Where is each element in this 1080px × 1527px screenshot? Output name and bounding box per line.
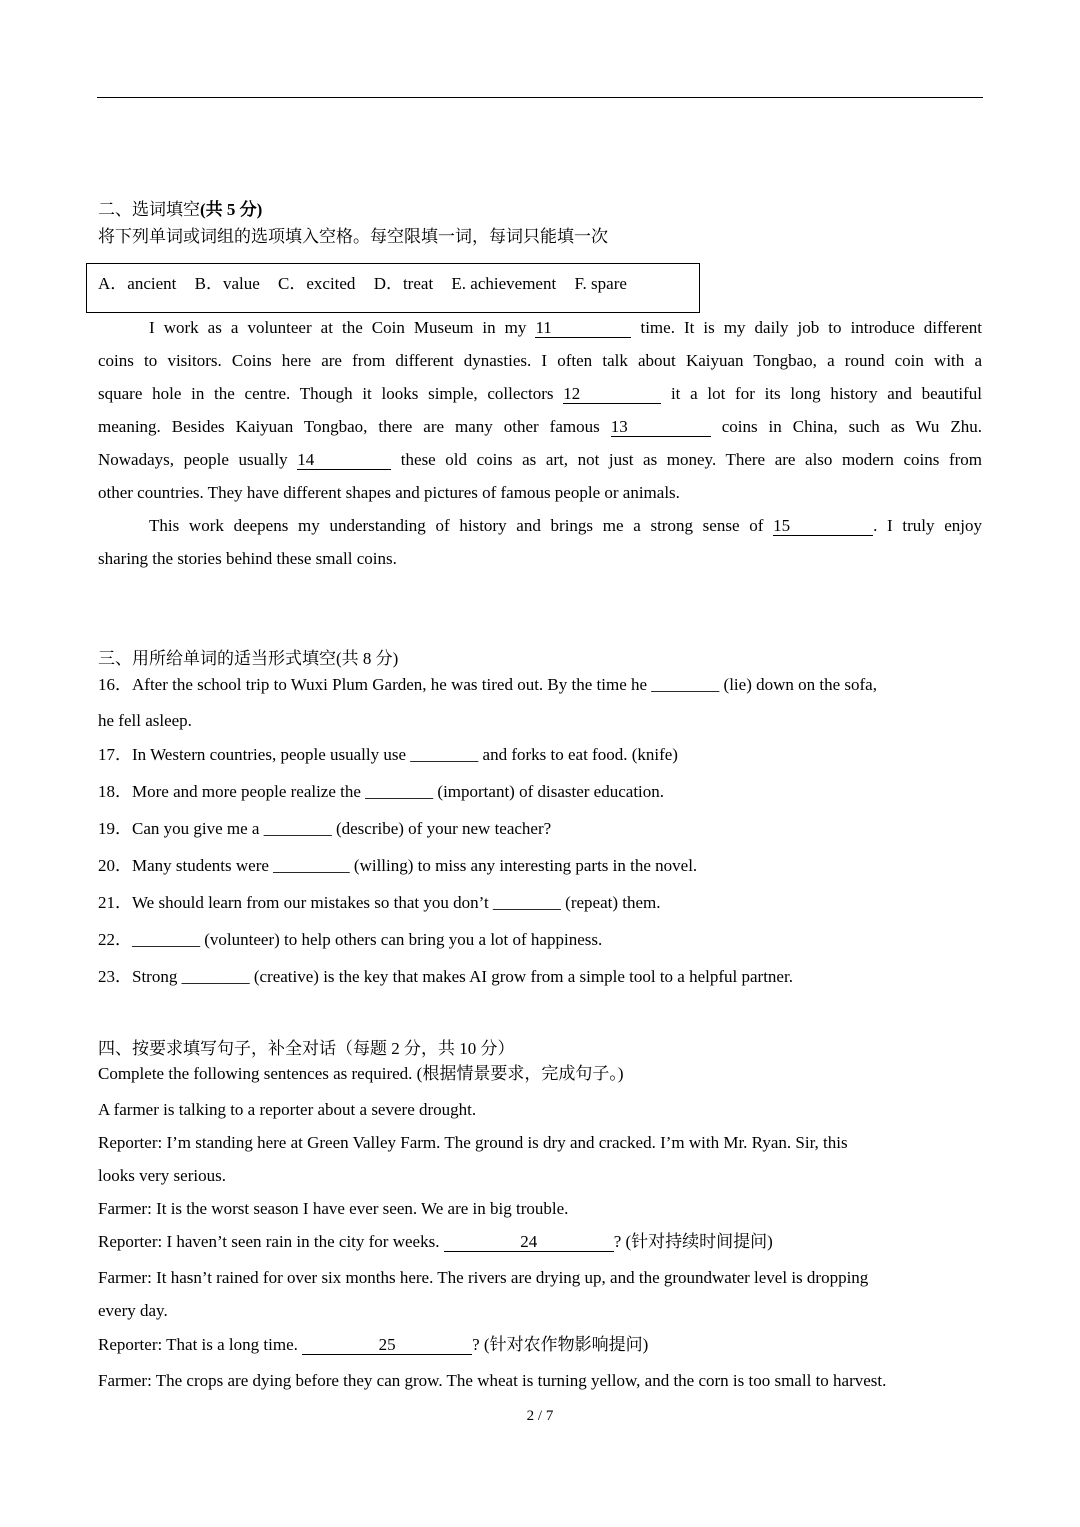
passage-line-8: sharing the stories behind these small coins.: [98, 549, 397, 568]
blank-14[interactable]: 14: [297, 451, 391, 470]
page-number: 2 / 7: [526, 1408, 554, 1424]
dialogue-line-reporter-2: Reporter: I haven’t seen rain in the city for weeks. 24 ? (针对持续时间提问): [98, 1232, 773, 1251]
dialogue-line-farmer-2-cont: every day.: [98, 1301, 168, 1320]
option-c: C．excited: [278, 274, 356, 293]
blank-24[interactable]: 24: [444, 1233, 614, 1252]
blank-13[interactable]: 13: [611, 418, 711, 437]
section2-title: [98, 199, 982, 221]
passage-line-3: square hole in the centre. Though it looks simple, collectors 12 it a lot for its long history and beautiful: [98, 384, 982, 403]
question-16: 16．After the school trip to Wuxi Plum Garden, he was tired out. By the time he ________ (lie) down on the sofa,: [98, 675, 877, 694]
section2-instruction: 将下列单词或词组的选项填入空格。每空限填一词，每词只能填一次: [98, 227, 608, 246]
question-22: 22．________ (volunteer) to help others can bring you a lot of happiness.: [98, 930, 603, 949]
dialogue-line-farmer-3: Farmer: The crops are dying before they can grow. The wheat is turning yellow, and the corn is too small to harvest.: [98, 1371, 887, 1390]
section4-instruction: Complete the following sentences as required. (根据情景要求，完成句子。): [98, 1064, 624, 1083]
section2-title-score: (共 5 分): [200, 200, 263, 219]
blank-12[interactable]: 12: [563, 385, 661, 404]
section2-title-prefix: 二、选词填空: [98, 200, 200, 219]
dialogue-intro: A farmer is talking to a reporter about a severe drought.: [98, 1100, 477, 1119]
question-23: 23．Strong ________ (creative) is the key that makes AI grow from a simple tool to a helpful partner.: [98, 967, 793, 986]
passage-line-1: I work as a volunteer at the Coin Museum in my 11 time. It is my daily job to introduce different: [149, 318, 983, 337]
option-f: F. spare: [574, 274, 627, 293]
passage-line-6: other countries. They have different shapes and pictures of famous people or animals.: [98, 483, 680, 502]
option-d: D．treat: [373, 274, 434, 293]
question-17: 17．In Western countries, people usually use ________ and forks to eat food. (knife): [98, 745, 678, 764]
dialogue-line-reporter-3: Reporter: That is a long time. 25 ? (针对农作物影响提问): [98, 1335, 649, 1354]
blank-15[interactable]: 15: [773, 517, 873, 536]
option-a: A．ancient: [98, 274, 177, 293]
dialogue-line-farmer-2: Farmer: It hasn’t rained for over six months here. The rivers are drying up, and the groundwater level is dropping: [98, 1268, 869, 1287]
question-19: 19．Can you give me a ________ (describe) of your new teacher?: [98, 819, 552, 838]
section4-title: 四、按要求填写句子，补全对话（每题 2 分，共 10 分）: [98, 1039, 515, 1058]
question-21: 21．We should learn from our mistakes so that you don’t ________ (repeat) them.: [98, 893, 661, 912]
option-b: B．value: [194, 274, 260, 293]
question-18: 18．More and more people realize the ________ (important) of disaster education.: [98, 782, 665, 801]
word-options: [98, 273, 641, 295]
dialogue-line-reporter-1-cont: looks very serious.: [98, 1166, 226, 1185]
passage-line-5: Nowadays, people usually 14 these old coins as art, not just as money. There are also modern coins from: [98, 450, 983, 469]
dialogue-line-reporter-1: Reporter: I’m standing here at Green Valley Farm. The ground is dry and cracked. I’m with Mr. Ryan. Sir, this: [98, 1133, 848, 1152]
passage-line-7: This work deepens my understanding of history and brings me a strong sense of 15 . I truly enjoy: [149, 516, 983, 535]
blank-25[interactable]: 25: [302, 1336, 472, 1355]
passage-line-2: coins to visitors. Coins here are from different dynasties. I often talk about Kaiyuan Tongbao, a round coin with a: [98, 351, 982, 370]
section3-title: 三、用所给单词的适当形式填空(共 8 分): [98, 649, 399, 668]
blank-11[interactable]: 11: [535, 319, 631, 338]
option-e: E. achievement: [451, 274, 557, 293]
dialogue-line-farmer-1: Farmer: It is the worst season I have ever seen. We are in big trouble.: [98, 1199, 569, 1218]
passage-line-4: meaning. Besides Kaiyuan Tongbao, there are many other famous 13 coins in China, such as Wu Zhu.: [98, 417, 983, 436]
header-rule: [97, 97, 983, 98]
question-20: 20．Many students were _________ (willing) to miss any interesting parts in the novel.: [98, 856, 698, 875]
question-16-cont: he fell asleep.: [98, 711, 192, 730]
